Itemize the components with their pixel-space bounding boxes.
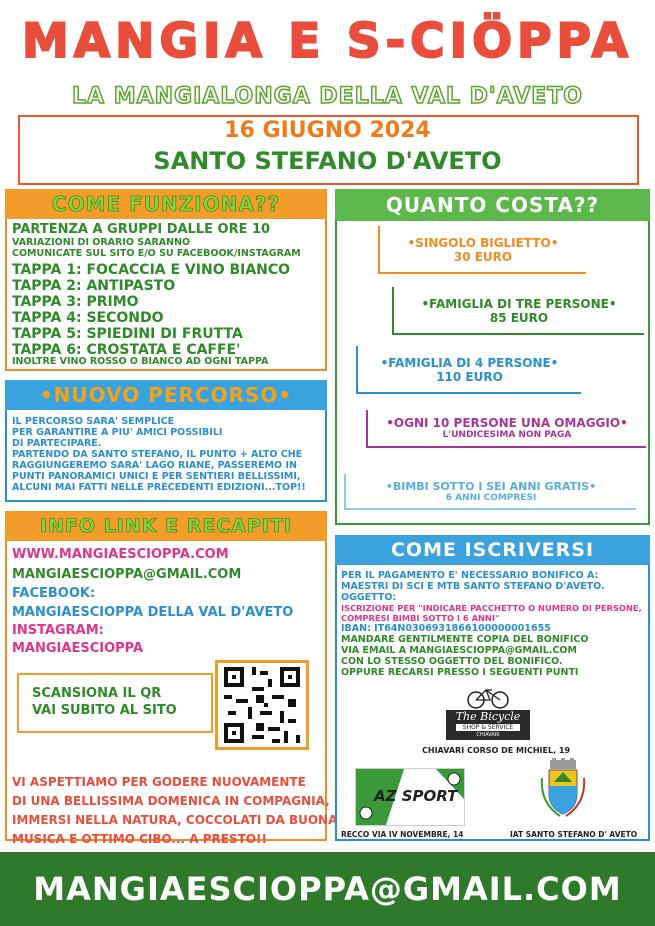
event-date: 16 GIUGNO 2024 [224,118,431,143]
route-line: PARTENDO DA SANTO STEFANO, IL PUNTO + ALTO CHE [12,449,303,460]
route-line: IL PERCORSO SARA' SEMPLICE [12,416,175,427]
stage-item: TAPPA 1: FOCACCIA E VINO BIANCO [12,262,291,278]
stage-item: TAPPA 2: ANTIPASTO [12,278,176,294]
price-card [344,474,636,510]
bicycle-shop-logo [446,686,530,744]
az-sport-logo-text: AZ SPORT [374,787,458,805]
az-sport-logo [355,768,465,826]
price-value: 30 EURO [453,250,513,264]
price-card [392,287,644,335]
footer-email[interactable]: MANGIAESCIOPPA@GMAIL.COM [0,852,655,926]
pricing-heading: QUANTO COSTA?? [335,189,650,221]
price-card [366,410,646,448]
price-label: •SINGOLO BIGLIETTO• [407,236,559,250]
signup-line: COMPRESI BIMBI SOTTO I 6 ANNI" [341,613,500,623]
facebook-link[interactable]: MANGIAESCIOPPA DELLA VAL D'AVETO [12,605,294,620]
signup-line: OPPURE RECARSI PRESSO I SEGUENTI PUNTI [341,667,579,678]
how-wine-note: INOLTRE VINO ROSSO O BIANCO AD OGNI TAPPA [12,356,269,367]
price-card [378,226,586,274]
signup-line: VIA EMAIL A MANGIAESCIOPPA@GMAIL.COM [341,645,577,656]
bicycle-logo-city: CHIAVARI [476,732,500,738]
price-card [356,346,581,394]
signup-line: MANDARE GENTILMENTE COPIA DEL BONIFICO [341,634,589,645]
bicycle-logo-name: The Bicycle [455,710,521,723]
signup-line: CON LO STESSO OGGETTO DEL BONIFICO. [341,656,563,667]
instagram-link[interactable]: MANGIAESCIOPPA [12,641,144,656]
signup-line: PER IL PAGAMENTO E' NECESSARIO BONIFICO A: [341,570,599,581]
facebook-label: FACEBOOK: [12,586,96,601]
iat-address: IAT SANTO STEFANO D' AVETO [510,830,638,839]
event-title [0,14,655,69]
route-line: RAGGIUNGEREMO SARA' LAGO RIANE, PASSEREMO IN [12,460,297,471]
event-subtitle: LA MANGIALONGA DELLA VAL D'AVETO [72,84,583,109]
route-heading: •NUOVO PERCORSO• [5,380,327,410]
route-line: DI PARTECIPARE. [12,438,102,449]
route-line: PER GARANTIRE A PIU' AMICI POSSIBILI [12,427,223,438]
price-label: •FAMIGLIA DI 4 PERSONE• [380,356,559,370]
price-label: •BIMBI SOTTO I SEI ANNI GRATIS• [385,480,597,493]
bicycle-logo-sub: SHOP & SERVICE [456,724,520,731]
how-variation-line: VARIAZIONI DI ORARIO SARANNO [12,237,191,248]
stage-item: TAPPA 5: SPIEDINI DI FRUTTA [12,326,243,342]
closing-line: DI UNA BELLISSIMA DOMENICA IN COMPAGNIA, [12,794,330,808]
event-place: SANTO STEFANO D'AVETO [153,147,502,175]
email-link[interactable]: MANGIAESCIOPPA@GMAIL.COM [12,567,242,582]
qr-code-icon [218,663,306,747]
price-value: 110 EURO [436,370,503,384]
qr-line: SCANSIONA IL QR [32,686,162,701]
closing-line: IMMERSI NELLA NATURA, COCCOLATI DA BUONA [12,813,338,827]
signup-heading: COME ISCRIVERSI [335,535,650,565]
instagram-label: INSTAGRAM: [12,623,104,638]
event-title-text: MANGIA E S-CIÖPPA [22,14,633,69]
price-value: 6 ANNI COMPRESI [445,493,537,503]
sport-address: RECCO VIA IV NOVEMBRE, 14 [341,830,464,839]
bicycle-icon [446,686,530,710]
shop-address: CHIAVARI CORSO DE MICHIEL, 19 [422,746,571,755]
price-value: L'UNDICESIMA NON PAGA [442,430,572,440]
how-communication-line: COMUNICATE SUL SITO E/O SU FACEBOOK/INSTAGRAM [12,248,301,259]
info-heading: INFO LINK E RECAPITI [5,511,327,541]
website-link[interactable]: WWW.MANGIAESCIOPPA.COM [12,547,229,562]
closing-line: MUSICA E OTTIMO CIBO... A PRESTO!! [12,832,267,846]
stage-item: TAPPA 6: CROSTATA E CAFFE' [12,342,241,358]
qr-code[interactable] [215,660,309,750]
signup-line: MAESTRI DI SCI E MTB SANTO STEFANO D'AVETO. [341,581,605,592]
signup-iban: IBAN: IT64N0306931866100000001655 [341,623,551,634]
route-line: ALCUNI MAI FATTI NELLE PRECEDENTI EDIZIONI...TOP!! [12,482,306,493]
town-coat-of-arms [540,758,586,818]
closing-line: VI ASPETTIAMO PER GODERE NUOVAMENTE [12,775,306,789]
stage-item: TAPPA 4: SECONDO [12,310,164,326]
signup-line: OGGETTO: [341,592,397,603]
coat-of-arms-icon [540,758,586,818]
price-label: •FAMIGLIA DI TRE PERSONE• [421,297,617,311]
signup-line: ISCRIZIONE PER "INDICARE PACCHETTO O NUMERO DI PERSONE, [341,603,642,613]
qr-line: VAI SUBITO AL SITO [32,703,177,718]
how-it-works-heading: COME FUNZIONA?? [5,189,327,219]
how-start-line: PARTENZA A GRUPPI DALLE ORE 10 [12,222,271,237]
price-label: •OGNI 10 PERSONE UNA OMAGGIO• [386,416,628,430]
stage-item: TAPPA 3: PRIMO [12,294,139,310]
route-line: PUNTI PANORAMICI UNICI E PER SENTIERI BELLISSIMI, [12,471,301,482]
price-value: 85 EURO [489,311,549,325]
